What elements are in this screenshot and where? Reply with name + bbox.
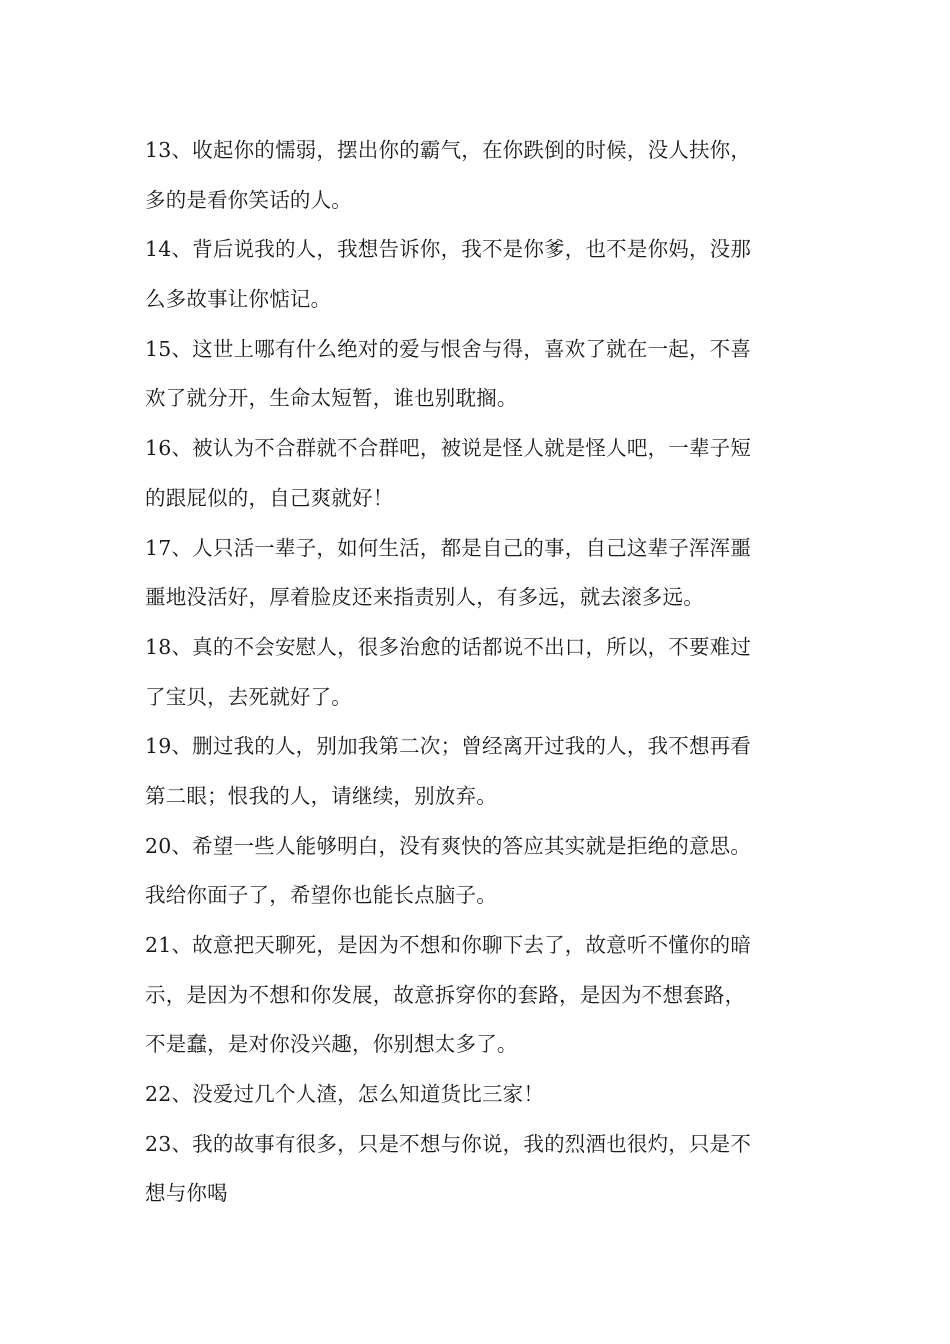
paragraph-13 (145, 126, 810, 225)
text-line: 不是蠢，是对你没兴趣，你别想太多了。 (145, 1032, 518, 1057)
document-body (145, 126, 810, 1219)
text-line: 第二眼；恨我的人，请继续，别放弃。 (145, 783, 497, 808)
paragraph-16 (145, 424, 810, 523)
paragraph-21 (145, 921, 810, 1070)
text-line: 23、我的故事有很多，只是不想与你说，我的烈酒也很灼，只是不 (145, 1131, 752, 1156)
paragraph-14 (145, 225, 810, 324)
paragraph-15 (145, 325, 810, 424)
paragraph-18 (145, 623, 810, 722)
text-line: 想与你喝 (145, 1181, 228, 1206)
text-line: 噩地没活好，厚着脸皮还来指责别人，有多远，就去滚多远。 (145, 585, 704, 610)
paragraph-19 (145, 722, 810, 821)
text-line: 22、没爱过几个人渣，怎么知道货比三家！ (145, 1082, 545, 1107)
text-line: 我给你面子了，希望你也能长点脑子。 (145, 883, 497, 908)
text-line: 么多故事让你惦记。 (145, 287, 332, 312)
text-line: 20、希望一些人能够明白，没有爽快的答应其实就是拒绝的意思。 (145, 833, 752, 858)
text-line: 17、人只活一辈子，如何生活，都是自己的事，自己这辈子浑浑噩 (145, 535, 752, 560)
paragraph-23 (145, 1120, 810, 1219)
text-line: 了宝贝，去死就好了。 (145, 684, 352, 709)
text-line: 15、这世上哪有什么绝对的爱与恨舍与得，喜欢了就在一起，不喜 (145, 336, 752, 361)
text-line: 欢了就分开，生命太短暂，谁也别耽搁。 (145, 386, 518, 411)
text-line: 21、故意把天聊死，是因为不想和你聊下去了，故意听不懂你的暗 (145, 933, 752, 957)
text-line: 的跟屁似的，自己爽就好！ (145, 485, 394, 510)
text-line: 18、真的不会安慰人，很多治愈的话都说不出口，所以，不要难过 (145, 634, 752, 659)
paragraph-20 (145, 822, 810, 921)
text-line: 16、被认为不合群就不合群吧，被说是怪人就是怪人吧，一辈子短 (145, 436, 752, 461)
text-line: 19、删过我的人，别加我第二次；曾经离开过我的人，我不想再看 (145, 734, 752, 759)
text-line: 示，是因为不想和你发展，故意拆穿你的套路，是因为不想套路， (145, 982, 746, 1007)
text-line: 多的是看你笑话的人。 (145, 187, 352, 212)
paragraph-17 (145, 524, 810, 623)
text-line: 13、收起你的懦弱，摆出你的霸气，在你跌倒的时候，没人扶你， (145, 138, 752, 162)
text-line: 14、背后说我的人，我想告诉你，我不是你爹，也不是你妈，没那 (145, 237, 752, 262)
paragraph-22 (145, 1070, 810, 1120)
